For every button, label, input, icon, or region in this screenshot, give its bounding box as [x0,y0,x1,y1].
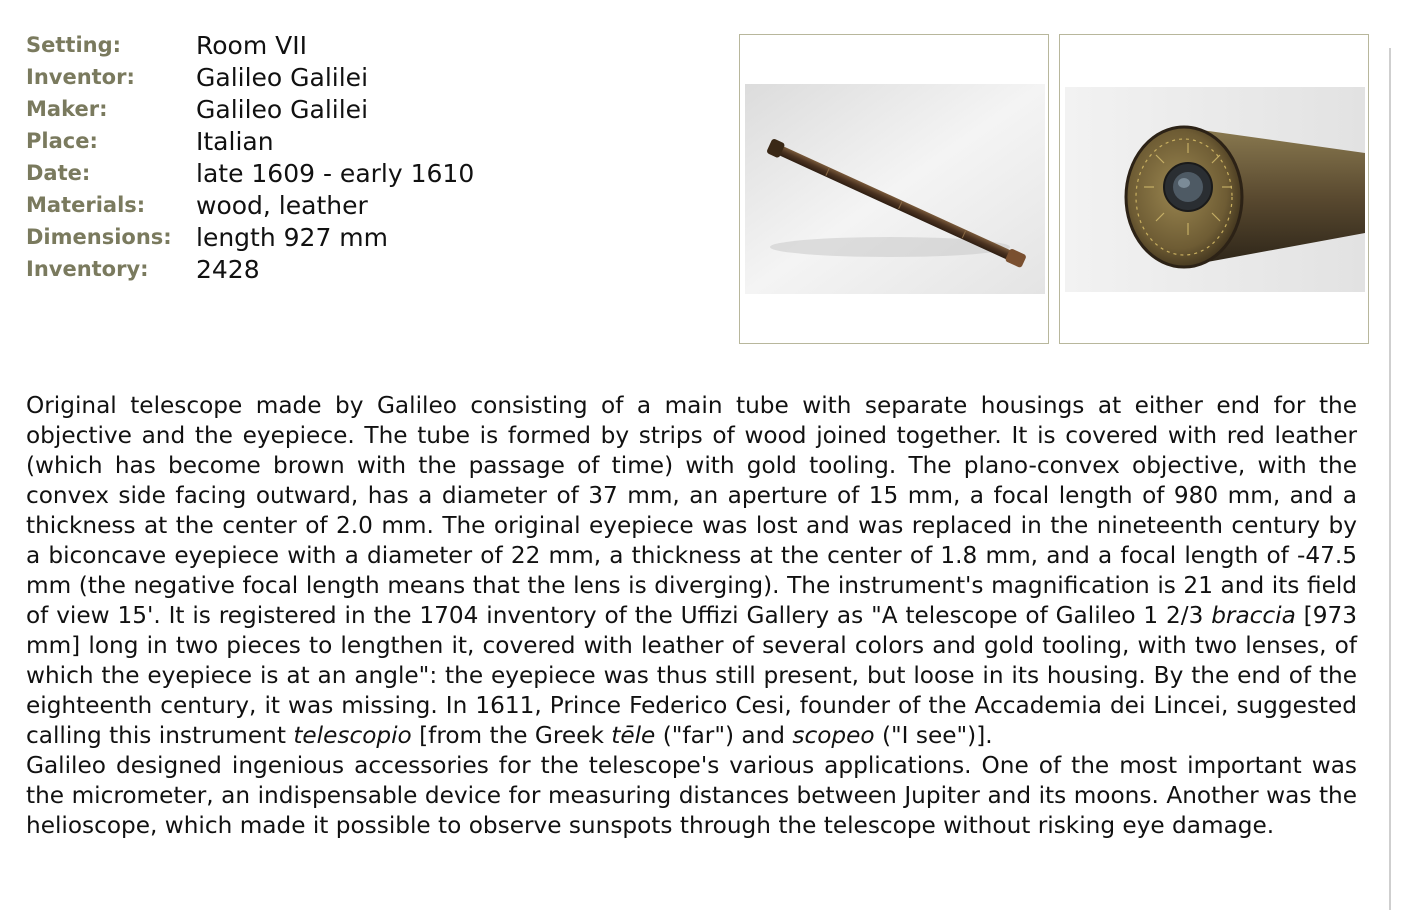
detail-label: Maker: [26,97,108,121]
object-details-table [26,29,474,285]
detail-row-maker [26,93,474,125]
detail-row-dimensions [26,221,474,253]
description-text: ("I see")]. [874,722,993,749]
detail-row-materials [26,189,474,221]
detail-value: Italian [196,126,274,156]
detail-label: Date: [26,161,91,185]
detail-value: Room VII [196,30,307,60]
detail-value: Galileo Galilei [196,94,369,124]
object-description [26,391,1357,841]
description-text: ("far") and [655,722,793,749]
detail-label: Dimensions: [26,225,172,249]
detail-label: Inventor: [26,65,135,89]
detail-row-place [26,125,474,157]
detail-value: Galileo Galilei [196,62,369,92]
detail-row-date [26,157,474,189]
detail-label: Setting: [26,33,122,57]
description-italic-term: scopeo [792,722,875,749]
detail-value: 2428 [196,254,260,284]
telescope-objective-closeup-image [1060,35,1367,342]
description-text: Original telescope made by Galileo consisting of a main tube with separate housings at either end for the objective and the eyepiece. The tube is formed by strips of wood joined together. It is covered with red leather (which has become brown with the passage of time) with gold tooling. The plano-convex objective, with the convex side facing outward, has a diameter of 37 mm, an aperture of 15 mm, a focal length of 980 mm, and a thickness at the center of 2.0 mm. The original eyepiece was lost and was replaced in the nineteenth century by a biconcave eyepiece with a diameter of 22 mm, a thickness at the center of 1.8 mm, and a focal length of -47.5 mm (the negative focal length means that the lens is diverging). The instrument's magnification is 21 and its field of view 15'. It is registered in the 1704 inventory of the Uffizi Gallery as "A telescope of Galileo 1 2/3 [26,392,1357,629]
detail-row-setting [26,29,474,61]
detail-label: Materials: [26,193,146,217]
telescope-full-view-image [740,35,1047,342]
detail-row-inventory [26,253,474,285]
description-text: [from the Greek [411,722,612,749]
description-italic-term: braccia [1211,602,1296,629]
detail-row-inventor [26,61,474,93]
description-italic-term: tēle [611,722,656,749]
description-paragraph-2: Galileo designed ingenious accessories for the telescope's various applications. One of the most important was the micrometer, an indispensable device for measuring distances between Jupiter and its moons. Another was the helioscope, which made it possible to observe sunspots through the telescope without risking eye damage. [26,752,1357,839]
description-text: [973 mm] long in two pieces to lengthen it, covered with leather of several colors and gold tooling, with two lenses, of which the eyepiece is at an angle": the eyepiece was thus still present, but loose in its housing. By the end of the eighteenth century, it was missing. In 1611, Prince Federico Cesi, founder of the Accademia dei Lincei, suggested calling this instrument [26,602,1357,749]
telescope-objective-closeup-thumbnail[interactable] [1059,34,1369,344]
detail-label: Place: [26,129,98,153]
description-paragraph-1 [26,391,1357,751]
detail-label: Inventory: [26,257,149,281]
telescope-full-view-thumbnail[interactable] [739,34,1049,344]
detail-value: wood, leather [196,190,368,220]
right-divider [1389,48,1391,910]
description-italic-term: telescopio [293,722,412,749]
detail-value: late 1609 - early 1610 [196,158,475,188]
detail-value: length 927 mm [196,222,389,252]
